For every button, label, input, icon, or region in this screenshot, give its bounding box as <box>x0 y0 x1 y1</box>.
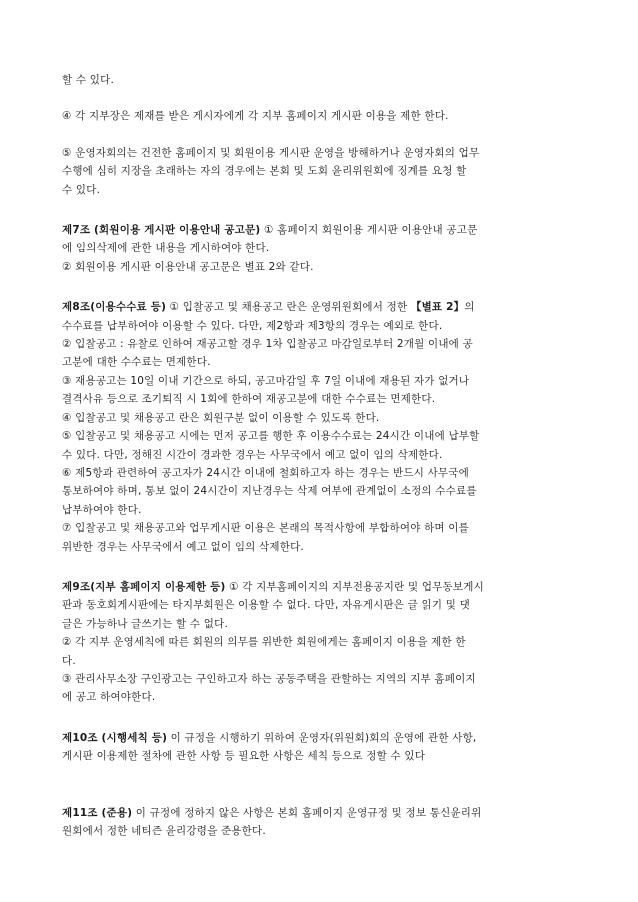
text-line: 고분에 대한 수수료는 면제한다. <box>62 356 211 369</box>
paragraph-gap <box>62 199 580 221</box>
text-line: ④ 입찰공고 및 채용공고 란은 회원구분 없이 이용할 수 있도록 한다. <box>62 411 380 424</box>
text-line: ⑤ 운영자회의는 건전한 홈페이지 및 회원이용 게시판 운영을 방해하거나 운영자회의 업무 <box>62 146 480 159</box>
text-line: 게시판 이용제한 절차에 관한 사항 등 필요한 사항은 세칙 등으로 정할 수 있다 <box>62 750 426 763</box>
text-line: ③ 관리사무소장 구인광고는 구인하고자 하는 공동주택을 관할하는 지역의 지부 홈페이지 <box>62 672 476 685</box>
text-line: 결격사유 등으로 조기퇴직 시 1회에 한하여 재공고분에 대한 수수료는 면제한다. <box>62 393 436 406</box>
text-line: ⑤ 입찰공고 및 채용공고 시에는 먼저 공고를 행한 후 이용수수료는 24시간 이내에 납부할 <box>62 430 480 443</box>
text-line: 납부하여야 한다. <box>62 503 142 516</box>
text-line: ② 각 지부 운영세칙에 따른 회원의 의무를 위반한 회원에게는 홈페이지 이용을 제한 한 <box>62 636 466 649</box>
text-line: 통보하여야 하며, 통보 없이 24시간이 지난경우는 삭제 여부에 관계없이 소정의 수수료를 <box>62 485 477 498</box>
text-line: 판과 동호회게시판에는 타지부회원은 이용할 수 없다. 다만, 자유게시판은 글 읽기 및 댓 <box>62 599 470 612</box>
paragraph-gap <box>62 126 580 144</box>
clause-heading: 제7조 (회원이용 게시판 이용안내 공고문) <box>62 224 261 237</box>
text-line: 제7조 (회원이용 게시판 이용안내 공고문) ① 홈페이지 회원이용 게시판 이용안내 공고문 <box>62 224 478 237</box>
paragraph-gap <box>62 556 580 578</box>
text-line: 수수료를 납부하여야 이용할 수 있다. 다만, 제2항과 제3항의 경우는 예외로 한다. <box>62 319 443 332</box>
text-line: ④ 각 지부장은 제재를 받은 게시자에게 각 지부 홈페이지 게시판 이용을 제한 한다. <box>62 110 449 123</box>
text-line: 원회에서 정한 네티즌 윤리강령을 준용한다. <box>62 825 266 837</box>
text-line: 제10조 (시행세칙 등) 이 규정을 시행하기 위하여 운영자(위원회)회의 운영에 관한 사항, <box>62 731 477 744</box>
clause-heading: 제10조 (시행세칙 등) <box>62 731 168 744</box>
text-line: 제8조(이용수수료 등) ① 입찰공고 및 채용공고 란은 운영위원회에서 정한 【별표 2】의 <box>62 301 475 314</box>
text-line: 다. <box>62 654 76 667</box>
text-line: 제11조 (준용) 이 규정에 정하지 않은 사항은 본회 홈페이지 운영규정 및 정보 통신윤리위 <box>62 806 482 819</box>
text-line: 수행에 심히 지장을 초래하는 자의 경우에는 본회 및 도회 윤리위원회에 징계를 요청 할 <box>62 165 467 178</box>
document-body <box>62 71 580 840</box>
text-line: ⑥ 제5항과 관련하여 공고자가 24시간 이내에 철회하고자 하는 경우는 반드시 사무국에 <box>62 466 469 479</box>
clause-heading: 제11조 (준용) <box>62 806 133 819</box>
text-line: 할 수 있다. <box>62 74 114 86</box>
clause-heading: 제9조(지부 홈페이지 이용제한 등) <box>62 580 226 593</box>
text-line: ⑦ 입찰공고 및 채용공고와 업무게시판 이용은 본래의 목적사항에 부합하여야 하며 이를 <box>62 522 469 535</box>
clause-heading: 제8조(이용수수료 등) <box>62 301 167 314</box>
paragraph-gap <box>62 766 580 804</box>
text-line: ③ 재용공고는 10일 이내 기간으로 하되, 공고마감일 후 7일 이내에 재용된 자가 없거나 <box>62 374 470 387</box>
text-line: 제9조(지부 홈페이지 이용제한 등) ① 각 지부홈페이지의 지부전용공지란 및 업무동보게시 <box>62 580 484 593</box>
text-line: 에 공고 하여야한다. <box>62 691 156 704</box>
paragraph-gap <box>62 89 580 107</box>
text-line: 수 있다. 다만, 정해진 시간이 경과한 경우는 사무국에서 예고 없이 임의 삭제한다. <box>62 448 443 461</box>
text-line: 수 있다. <box>62 183 101 196</box>
text-line: 글은 가능하나 글쓰기는 할 수 없다. <box>62 617 229 630</box>
clause-heading: 【별표 2】 <box>410 301 465 314</box>
text-line: ② 입찰공고 : 유찰로 인하여 재공고할 경우 1차 입찰공고 마감일로부터 2개월 이내에 공 <box>62 338 473 351</box>
text-line: 위반한 경우는 사무국에서 예고 없이 임의 삭제한다. <box>62 540 304 553</box>
paragraph-gap <box>62 707 580 729</box>
text-line: ② 회원이용 게시판 이용안내 공고문은 별표 2와 같다. <box>62 260 314 273</box>
text-line: 에 임의삭제에 관한 내용을 게시하여야 한다. <box>62 242 270 255</box>
paragraph-gap <box>62 276 580 298</box>
